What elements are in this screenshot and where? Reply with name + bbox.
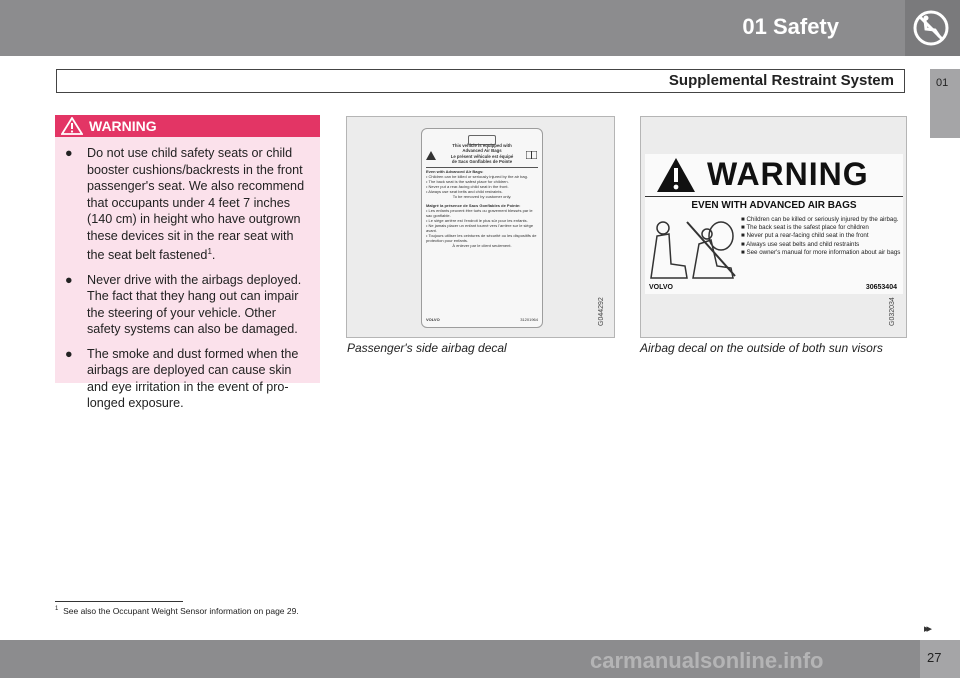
footnote: $^1$ See also the Occupant Weight Sensor information on page 29.	[55, 606, 299, 616]
decal-brand: VOLVO	[649, 284, 673, 291]
figure-code: G032034	[889, 297, 896, 326]
footnote-ref: 1	[207, 247, 212, 256]
decal-divider	[426, 167, 538, 168]
manual-book-icon	[526, 151, 537, 159]
warning-list	[55, 145, 320, 420]
header-bar	[0, 0, 905, 56]
decal-subhead: EVEN WITH ADVANCED AIR BAGS	[691, 200, 857, 211]
bullet-icon: ●	[65, 272, 73, 287]
passenger-airbag-decal: This vehicle is equipped with Advanced Air Bags Le présent véhicule est équipé de Sacs Gonflables de Pointe Even with Advanced Air Bags: • Children can be killed or seriously injured by the air bag. • The back seat is the safest place for children. • Never put a rear-facing child seat in the front. • Always use seat belts and child restraints. To be removed by customer only. Malgré la présence de Sacs Gonflables de Pointe: • Les enfants peuvent être tués ou gravement blessés par le sac gonflable. • Le siège arrière est l'endroit le plus sûr pour les enfants. • Ne jamais placer un enfant tourné vers l'arrière sur le siège avant. • Toujours utiliser les ceintures de sécurité ou les dispositifs de protection pour enfants. À enlever par le client seulement. VOLVO 31201964	[421, 128, 543, 328]
watermark: carmanualsonline.info	[590, 648, 824, 673]
decal-divider	[645, 196, 903, 197]
warning-item: ● Never drive with the airbags deployed. The fact that they hang out can impair the steering of your vehicle. Other safety systems can also be damaged.	[65, 272, 302, 337]
figure-caption: Airbag decal on the outside of both sun visors	[640, 341, 883, 355]
page-number: 27	[927, 650, 942, 665]
warning-triangle-icon	[61, 117, 83, 135]
warning-title: WARNING	[89, 118, 157, 134]
decal-items	[741, 216, 901, 257]
decal-brand: VOLVO	[426, 317, 440, 322]
decal-item: ■ Never put a rear-facing child seat in the front	[741, 232, 869, 240]
chapter-tab	[930, 69, 960, 138]
decal-item: ■ See owner's manual for more information about air bags	[741, 248, 901, 256]
decal-item: ■ Always use seat belts and child restraints	[741, 240, 860, 248]
chapter-title: 01 Safety	[742, 14, 839, 39]
chapter-tab-label: 01	[936, 77, 949, 89]
next-page-arrows-icon: ▸▸	[924, 623, 930, 635]
warning-item: ● Do not use child safety seats or child booster cushions/backrests in the front passenger's seat. We also recommend that occupants under 4 feet 7 inches (140 cm) in height who have outgrown these devices sit in the rear seat with the seat belt fastened$^1$.	[65, 146, 305, 263]
decal-part-number: 31201964	[520, 317, 538, 322]
bullet-icon: ●	[65, 346, 73, 361]
no-child-seat-icon	[912, 9, 950, 47]
decal-item: ■ The back seat is the safest place for children	[741, 224, 869, 232]
bullet-icon: ●	[65, 146, 73, 160]
warning-box	[55, 115, 320, 411]
warning-triangle-icon	[655, 156, 697, 194]
decal-warning-title: WARNING	[707, 156, 869, 192]
sun-visor-airbag-decal	[645, 154, 903, 294]
footnote-rule	[55, 601, 183, 602]
figure-caption: Passenger's side airbag decal	[347, 341, 507, 355]
section-header	[56, 69, 905, 93]
section-title: Supplemental Restraint System	[668, 72, 894, 89]
decal-item: ■ Children can be killed or seriously injured by the airbag.	[741, 216, 899, 223]
decal-part-number: 30653404	[865, 284, 897, 291]
figure-code: G044292	[598, 297, 605, 326]
warning-triangle-icon	[426, 151, 436, 160]
warning-header	[55, 115, 320, 137]
child-seat-airbag-illustration	[647, 216, 739, 284]
warning-item: ● The smoke and dust formed when the airbags are deployed can cause skin and eye irritation in the event of pro-longed exposure.	[65, 346, 299, 411]
